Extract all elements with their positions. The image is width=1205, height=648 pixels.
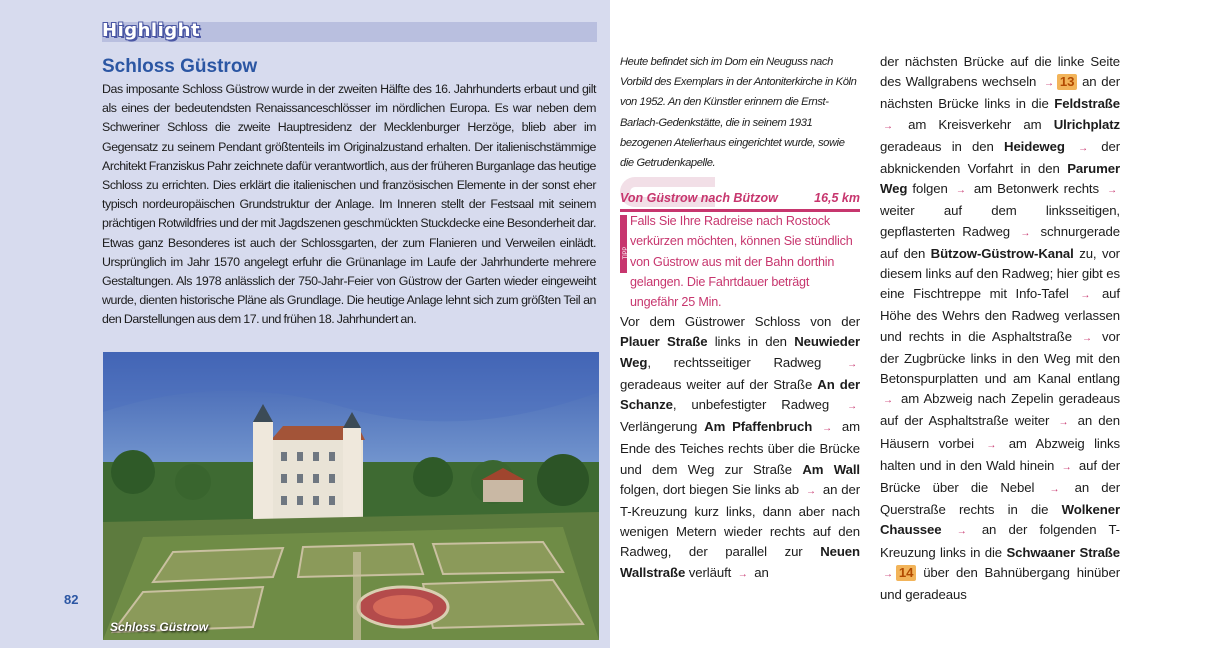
arrow-right-icon: → bbox=[1020, 227, 1031, 239]
arrow-right-icon: → bbox=[1049, 484, 1060, 496]
arrow-right-icon: → bbox=[822, 423, 832, 435]
street-name: Bützow-Güstrow-Kanal bbox=[930, 245, 1074, 261]
castle-photo bbox=[103, 352, 599, 640]
arrow-right-icon: → bbox=[1107, 185, 1118, 197]
tip-box bbox=[620, 211, 860, 312]
street-name: Wolkener Chaussee bbox=[880, 502, 1120, 538]
route-title-text: Von Güstrow nach Bützow bbox=[620, 191, 778, 206]
street-name: Neuwieder Weg bbox=[620, 334, 860, 370]
castle-photo-illustration bbox=[103, 352, 599, 640]
tip-marker bbox=[620, 215, 630, 273]
intro-paragraph: Das imposante Schloss Güstrow wurde in der zweiten Hälfte des 16. Jahrhunderts erbaut und gilt als eines der bedeutendsten Renaissanceschlösser im nördlichen Europa. Es war neben dem Schweriner Schloss die zweite Hauptresidenz der Mecklenburger Herzöge, blieb aber im Gegensatz zu seinem Pendant größtenteils im Originalzustand erhalten. Der italienischstämmige Architekt Franziskus Pahr zeichnete dafür verantwortlich, aus der früheren Burganlage das heutige Schloss zu errichten. Dies erklärt die italienischen und französischen Elemente in der sonst eher typisch nordeuropäischen Grundstruktur der Anlage. Im Inneren stellt der Festsaal mit seinem prächtigen Rotwildfries und der mit Jagdszenen geschmückten Stuckdecke eine Besonderheit dar. Etwas ganz Besonderes ist auch der Schlossgarten, der zum Flanieren und Verweilen einlädt. Ursprünglich im Jahr 1570 angelegt erfuhr die Grünanlage im Laufe der Jahrhunderte mehrere Gestaltungen. Als 1978 anlässlich der 750-Jahr-Feier von Güstrow der Garten wieder eingeweiht wurde, dienten historische Pläne als Grundlage. Die heutige Anlage lehnt sich zum größten Teil an den Darstellungen aus dem 17. und frühen 18. Jahrhundert an. bbox=[102, 82, 596, 327]
street-name: Am Wall bbox=[802, 461, 860, 477]
section-title: Schloss Güstrow bbox=[102, 56, 258, 77]
street-name: Heideweg bbox=[1004, 138, 1065, 154]
arrow-right-icon: → bbox=[883, 395, 893, 407]
street-name: Ulrichplatz bbox=[1053, 116, 1120, 132]
arrow-right-icon: → bbox=[955, 185, 966, 197]
street-name: Neuen Wallstraße bbox=[620, 544, 860, 580]
tip-marker-label: TIPP bbox=[623, 247, 630, 260]
arrow-right-icon: → bbox=[986, 439, 997, 451]
middle-column bbox=[620, 52, 860, 585]
highlight-label: Highlight bbox=[102, 20, 201, 41]
italic-note: Heute befindet sich im Dom ein Neuguss nach Vorbild des Exemplars in der Antoniterkirche in Köln von 1952. An den Künstler erinnern die Ernst-Barlach-Gedenkstätte, die in seinem 1931 bezogenen Atelierhaus eingerichtet wurde, sowie die Getrudenkapelle. bbox=[620, 56, 857, 170]
arrow-right-icon: → bbox=[1082, 332, 1092, 344]
street-name: Parumer Weg bbox=[880, 161, 1120, 197]
arrow-right-icon: → bbox=[956, 526, 967, 538]
arrow-right-icon: → bbox=[1061, 461, 1072, 473]
waypoint-marker: 13 bbox=[1057, 74, 1077, 90]
arrow-right-icon: → bbox=[1078, 142, 1088, 154]
arrow-right-icon: → bbox=[847, 358, 857, 370]
arrow-right-icon: → bbox=[847, 401, 857, 413]
arrow-right-icon: → bbox=[1080, 290, 1091, 302]
arrow-right-icon: → bbox=[883, 120, 893, 132]
street-name: Am Pfaffenbruch bbox=[704, 419, 813, 435]
street-name: Schwaaner Straße bbox=[1006, 544, 1120, 560]
arrow-right-icon: → bbox=[805, 485, 816, 497]
right-column bbox=[880, 52, 1120, 605]
tip-text: Falls Sie Ihre Radreise nach Rostock verkürzen möchten, können Sie stündlich von Güstrow aus mit der Bahn dorthin gelangen. Die Fahrtdauer beträgt ungefähr 25 Min. bbox=[630, 214, 853, 310]
arrow-right-icon: → bbox=[1058, 417, 1069, 429]
arrow-right-icon: → bbox=[883, 568, 893, 580]
route-distance: 16,5 km bbox=[814, 191, 860, 206]
photo-caption: Schloss Güstrow bbox=[110, 620, 209, 634]
arrow-right-icon: → bbox=[1043, 78, 1054, 90]
street-name: Feldstraße bbox=[1054, 96, 1120, 112]
route-description: Vor dem Güstrower Schloss von der Plauer Straße links in den Neuwieder Weg, rechtsseitiger Radweg → geradeaus weiter auf der Straße An der Schanze, unbefestigter Radweg → Verlängerung Am Pfaffenbruch → am Ende des Teiches rechts über die Brücke und dem Weg zur Straße Am Wall folgen, dort biegen Sie links ab → an der T-Kreuzung kurz links, dann aber nach wenigen Metern wieder rechts auf den Radweg, der parallel zur Neuen Wallstraße verläuft → an bbox=[620, 314, 861, 580]
street-name: An der Schanze bbox=[620, 376, 861, 413]
page-number: 82 bbox=[64, 592, 79, 607]
arrow-right-icon: → bbox=[737, 568, 748, 580]
route-header bbox=[620, 187, 860, 209]
route-title bbox=[620, 191, 860, 212]
route-description-continued: der nächsten Brücke auf die linke Seite des Wallgrabens wechseln → 13 an der nächsten Brücke links in die Feldstraße → am Kreisverkehr am Ulrichplatz geradeaus in den Heideweg → der abknickenden Vorfahrt in den Parumer Weg folgen → am Betonwerk rechts → weiter auf dem linksseitigen, gepflasterten Radweg → schnurgerade auf den Bützow-Güstrow-Kanal zu, vor diesem links auf den Radweg; hier gibt es eine Fischtreppe mit Info-Tafel → auf Höhe des Wehrs den Radweg verlassen und rechts in die Asphaltstraße → vor der Zugbrücke links in den Weg mit den Betonspurplatten und am Kanal entlang → am Abzweig nach Zepelin geradeaus auf der Asphaltstraße weiter → an den Häusern vorbei → am Abzweig links halten und in den Wald hinein → auf der Brücke über die Nebel → an der Querstraße rechts in die Wolkener Chaussee → an der folgenden T-Kreuzung links in die Schwaaner Straße → 14 über den Bahnübergang hinüber und geradeaus bbox=[880, 54, 1121, 603]
waypoint-marker: 14 bbox=[896, 565, 916, 581]
street-name: Plauer Straße bbox=[620, 334, 708, 350]
